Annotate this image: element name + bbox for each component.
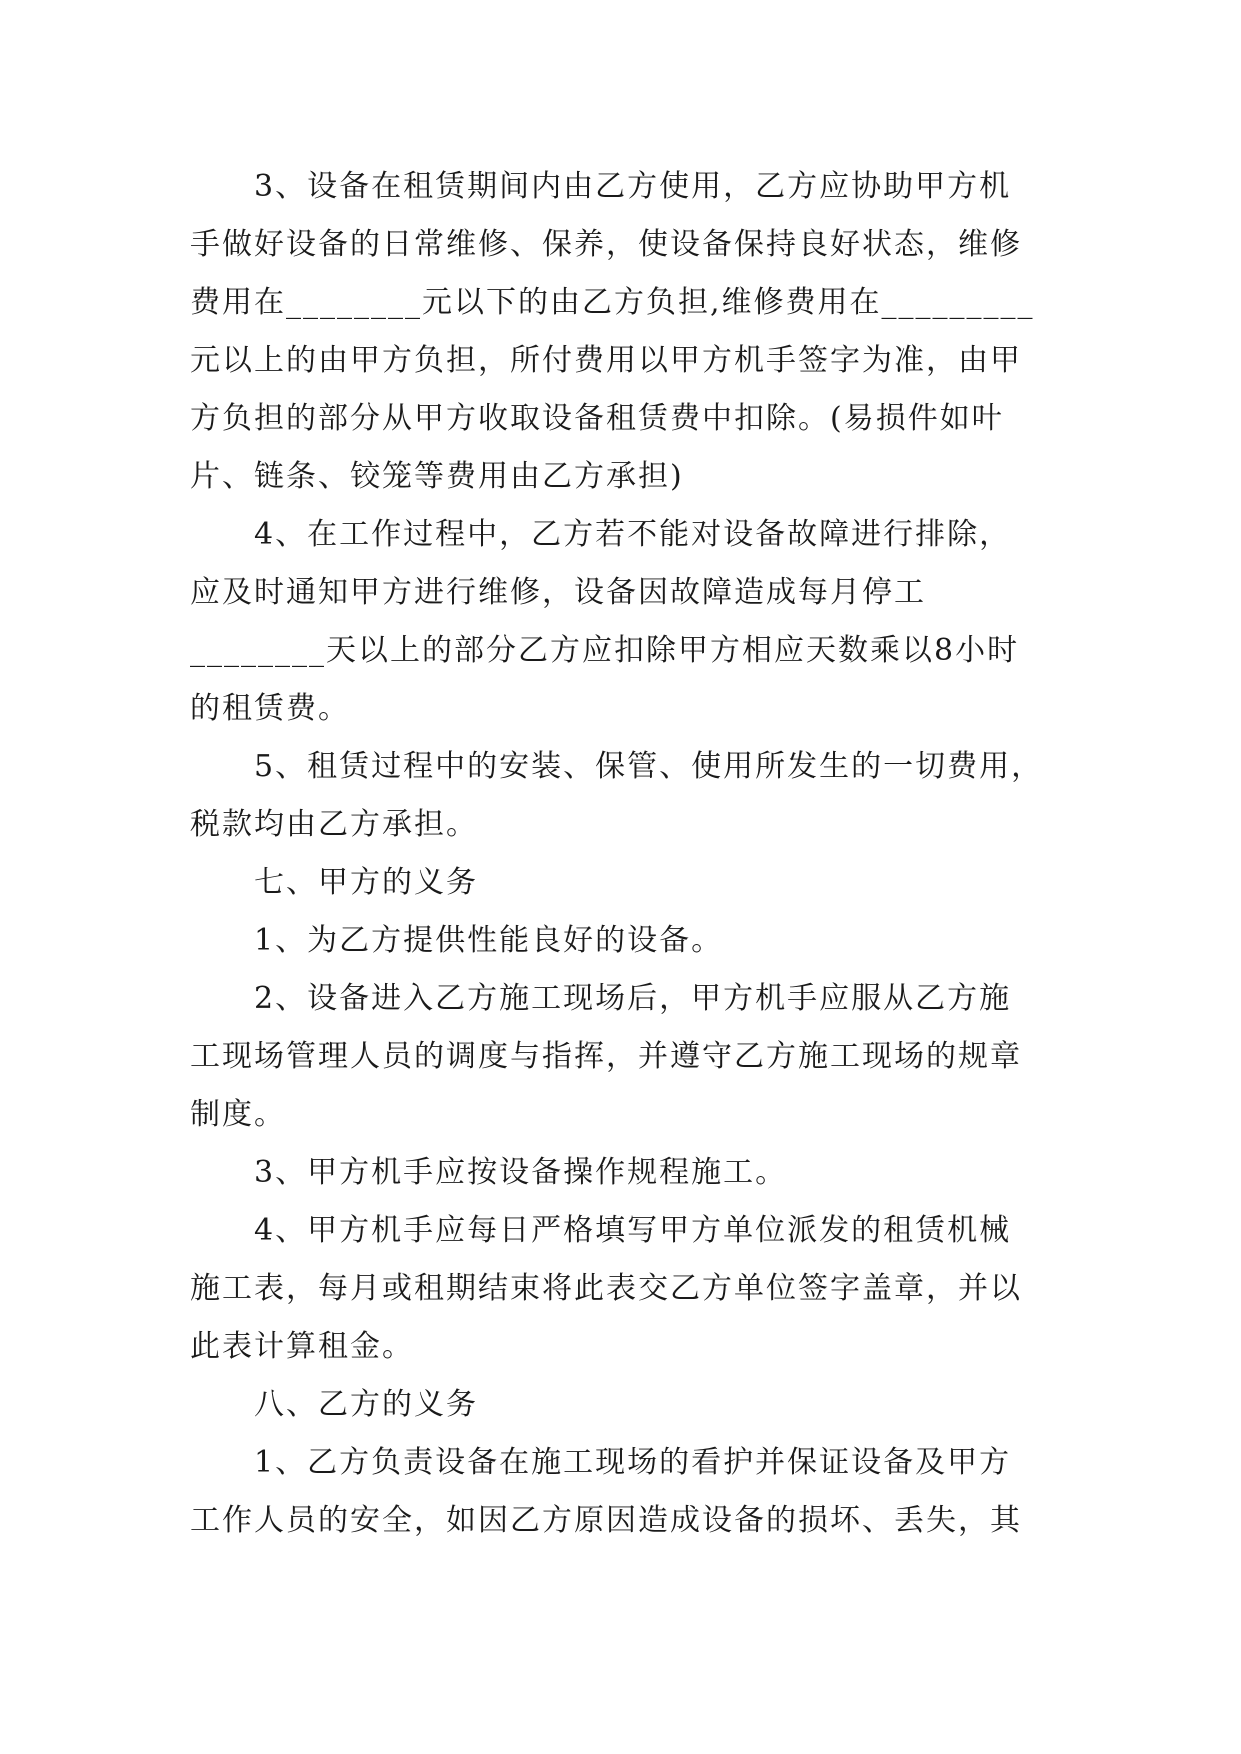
text-line: 工现场管理人员的调度与指挥，并遵守乙方施工现场的规章 (190, 1039, 1022, 1074)
paragraph-h8 (190, 1376, 1050, 1434)
text-line: 施工表，每月或租期结束将此表交乙方单位签字盖章，并以 (190, 1271, 1022, 1306)
text-line: 4、在工作过程中，乙方若不能对设备故障进行排除， (254, 517, 1012, 552)
text-line: 应及时通知甲方进行维修，设备因故障造成每月停工 (190, 575, 926, 610)
text-line: 元以上的由甲方负担，所付费用以甲方机手签字为准，由甲 (190, 343, 1022, 378)
text-line: 3、设备在租赁期间内由乙方使用，乙方应协助甲方机 (254, 169, 1012, 204)
text-line: 七、甲方的义务 (254, 865, 478, 900)
paragraph-p4 (190, 506, 1050, 738)
text-line: 3、甲方机手应按设备操作规程施工。 (254, 1155, 788, 1190)
text-line: 5、租赁过程中的安装、保管、使用所发生的一切费用， (254, 749, 1044, 784)
text-line: 1、乙方负责设备在施工现场的看护并保证设备及甲方 (254, 1445, 1012, 1480)
text-line: 制度。 (190, 1097, 286, 1132)
text-line: 2、设备进入乙方施工现场后，甲方机手应服从乙方施 (254, 981, 1012, 1016)
text-line: 1、为乙方提供性能良好的设备。 (254, 923, 724, 958)
text-line: 4、甲方机手应每日严格填写甲方单位派发的租赁机械 (254, 1213, 1012, 1248)
paragraph-p3 (190, 158, 1050, 506)
text-line: 工作人员的安全，如因乙方原因造成设备的损坏、丢失，其 (190, 1503, 1022, 1538)
text-line: 的租赁费。 (190, 691, 350, 726)
text-line: ________天以上的部分乙方应扣除甲方相应天数乘以8小时 (190, 633, 1020, 668)
paragraph-h7-3 (190, 1144, 1050, 1202)
text-line: 片、链条、铰笼等费用由乙方承担) (190, 459, 684, 494)
paragraph-h7-1 (190, 912, 1050, 970)
text-line: 方负担的部分从甲方收取设备租赁费中扣除。(易损件如叶 (190, 401, 1004, 436)
paragraph-h7 (190, 854, 1050, 912)
paragraph-h8-1 (190, 1434, 1050, 1550)
text-line: 手做好设备的日常维修、保养，使设备保持良好状态，维修 (190, 227, 1022, 262)
paragraph-p5 (190, 738, 1050, 854)
text-line: 费用在________元以下的由乙方负担,维修费用在_________ (190, 285, 1035, 320)
text-line: 此表计算租金。 (190, 1329, 414, 1364)
paragraph-h7-4 (190, 1202, 1050, 1376)
paragraph-h7-2 (190, 970, 1050, 1144)
text-line: 八、乙方的义务 (254, 1387, 478, 1422)
document-body (190, 158, 1050, 1550)
text-line: 税款均由乙方承担。 (190, 807, 478, 842)
